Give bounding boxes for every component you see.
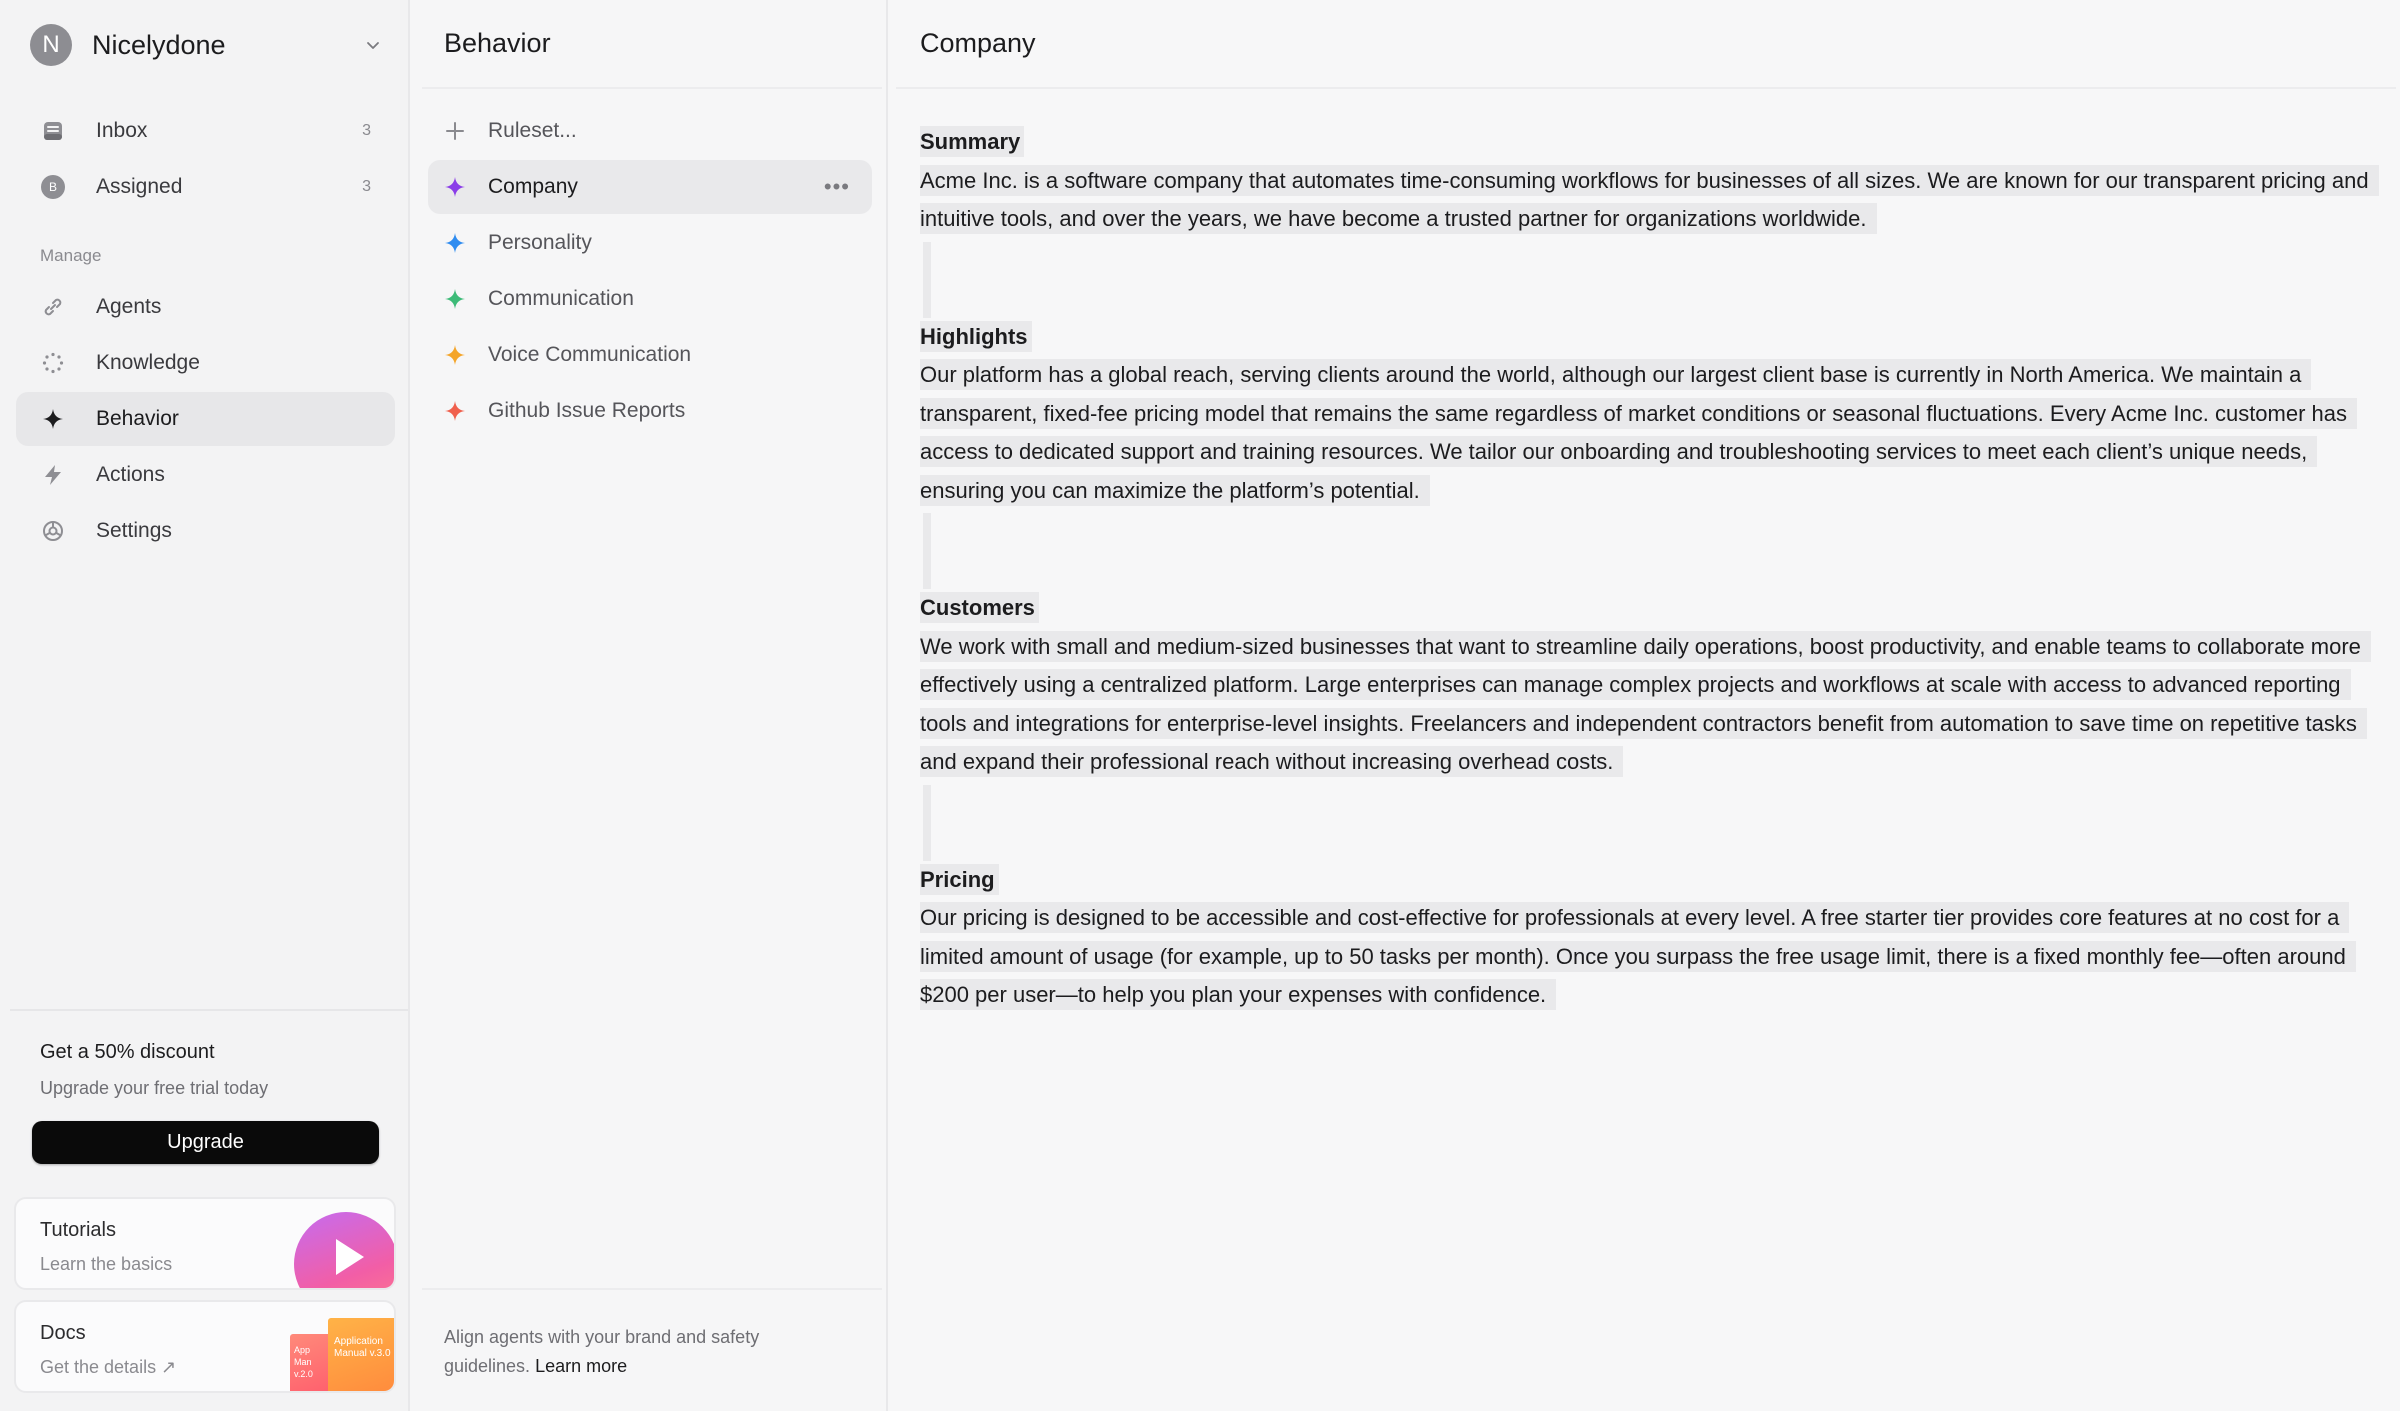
workspace-avatar: N xyxy=(30,24,72,66)
add-ruleset-button[interactable] xyxy=(428,104,872,158)
ruleset-item-communication[interactable] xyxy=(428,272,872,326)
doc-section-summary xyxy=(920,123,2380,318)
workspace-switcher[interactable] xyxy=(30,22,390,68)
sparkle-icon xyxy=(442,230,468,256)
section-body[interactable]: We work with small and medium-sized businesses that want to streamline daily operations, boost productivity, and enable teams to collaborate more effectively using a centralized platform. Large enterprises can manage complex projects and workflows at scale with access to advanced reporting tools and integrations for enterprise-level insights. Freelancers and independent contractors benefit from automation to save time on repetitive tasks and expand their professional reach without increasing overhead costs. xyxy=(920,631,2371,778)
promo-subtitle: Upgrade your free trial today xyxy=(40,1078,269,1098)
ruleset-label: Communication xyxy=(488,287,634,310)
workspace-name: Nicelydone xyxy=(92,29,226,60)
behavior-help-text xyxy=(444,1323,824,1381)
ruleset-editor xyxy=(890,0,2400,1411)
sparkle-icon xyxy=(442,398,468,424)
sidebar-item-assigned[interactable] xyxy=(16,160,395,214)
tutorials-card[interactable] xyxy=(14,1197,396,1290)
sidebar-item-label: Agents xyxy=(96,295,162,318)
ruleset-panel xyxy=(412,0,888,1411)
empty-line xyxy=(923,242,931,318)
ruleset-label: Company xyxy=(488,175,578,198)
sparkle-icon xyxy=(442,342,468,368)
assigned-count-badge: 3 xyxy=(362,178,371,195)
sparkle-icon xyxy=(442,286,468,312)
promo-title: Get a 50% discount xyxy=(40,1041,215,1063)
divider xyxy=(422,1288,882,1290)
divider xyxy=(896,87,2396,89)
panel-title: Behavior xyxy=(444,28,551,58)
divider xyxy=(10,1009,408,1011)
doc-section-pricing xyxy=(920,861,2380,1015)
plus-icon xyxy=(442,118,468,144)
manual-illustration: App Man v.2.0 xyxy=(290,1334,334,1393)
inbox-count-badge: 3 xyxy=(362,122,371,139)
empty-line xyxy=(923,513,931,589)
card-title: Docs xyxy=(40,1322,86,1344)
inbox-icon xyxy=(40,118,66,144)
sidebar-item-settings[interactable] xyxy=(16,504,395,558)
chevron-down-icon xyxy=(366,38,380,52)
more-options-icon[interactable]: ••• xyxy=(823,174,850,199)
sidebar-item-label: Knowledge xyxy=(96,351,200,374)
play-icon xyxy=(294,1212,396,1290)
ruleset-item-github-issue-reports[interactable] xyxy=(428,384,872,438)
ruleset-document[interactable] xyxy=(920,123,2380,1015)
section-heading[interactable]: Customers xyxy=(920,592,1039,623)
ruleset-label: Personality xyxy=(488,231,592,254)
ruleset-label: Voice Communication xyxy=(488,343,692,366)
section-heading[interactable]: Pricing xyxy=(920,864,999,895)
ruleset-item-personality[interactable] xyxy=(428,216,872,270)
sidebar-item-label: Inbox xyxy=(96,119,148,142)
sidebar-item-inbox[interactable] xyxy=(16,104,395,158)
docs-card[interactable] xyxy=(14,1300,396,1393)
loader-icon xyxy=(40,350,66,376)
avatar: B xyxy=(41,175,65,199)
divider xyxy=(422,87,882,89)
sparkle-icon xyxy=(40,406,66,432)
sidebar-item-label: Behavior xyxy=(96,407,179,430)
sidebar-item-label: Settings xyxy=(96,519,172,542)
ruleset-item-voice-communication[interactable] xyxy=(428,328,872,382)
card-subtitle: Get the details ↗ xyxy=(40,1357,177,1377)
upgrade-button[interactable]: Upgrade xyxy=(32,1121,379,1164)
sidebar-item-behavior[interactable] xyxy=(16,392,395,446)
page-title: Company xyxy=(920,28,1036,58)
sidebar-item-actions[interactable] xyxy=(16,448,395,502)
sparkle-icon xyxy=(442,174,468,200)
link-icon xyxy=(40,294,66,320)
card-title: Tutorials xyxy=(40,1219,116,1241)
help-text: Align agents with your brand and safety guidelines. xyxy=(444,1327,760,1376)
sidebar-item-agents[interactable] xyxy=(16,280,395,334)
section-label-manage: Manage xyxy=(40,246,102,265)
ruleset-label: Github Issue Reports xyxy=(488,399,686,422)
user-avatar-icon xyxy=(40,174,66,200)
sidebar-item-knowledge[interactable] xyxy=(16,336,395,390)
doc-section-highlights xyxy=(920,318,2380,590)
card-subtitle: Learn the basics xyxy=(40,1254,173,1274)
sidebar xyxy=(0,0,410,1411)
lightning-icon xyxy=(40,462,66,488)
section-heading[interactable]: Summary xyxy=(920,126,1024,157)
sidebar-item-label: Actions xyxy=(96,463,165,486)
ruleset-item-company[interactable] xyxy=(428,160,872,214)
section-body[interactable]: Our pricing is designed to be accessible and cost-effective for professionals at every level. A free starter tier provides core features at no cost for a limited amount of usage (for example, up to 50 tasks per month). Once you surpass the free usage limit, there is a fixed monthly fee—often around $200 per user—to help you plan your expenses with confidence. xyxy=(920,902,2356,1010)
learn-more-link[interactable]: Learn more xyxy=(535,1356,628,1376)
settings-icon xyxy=(40,518,66,544)
section-body[interactable]: Acme Inc. is a software company that automates time-consuming workflows for businesses of all sizes. We are known for our transparent pricing and intuitive tools, and over the years, we have become a trusted partner for organizations worldwide. xyxy=(920,165,2379,235)
section-heading[interactable]: Highlights xyxy=(920,321,1032,352)
manual-illustration: Application Manual v.3.0 xyxy=(328,1318,396,1393)
ruleset-label: Ruleset... xyxy=(488,119,577,142)
doc-section-customers xyxy=(920,589,2380,861)
empty-line xyxy=(923,785,931,861)
sidebar-item-label: Assigned xyxy=(96,175,183,198)
section-body[interactable]: Our platform has a global reach, serving clients around the world, although our largest client base is currently in North America. We maintain a transparent, fixed-fee pricing model that remains the same regardless of market conditions or seasonal fluctuations. Every Acme Inc. customer has access to dedicated support and training resources. We tailor our onboarding and troubleshooting services to meet each client’s unique needs, ensuring you can maximize the platform’s potential. xyxy=(920,359,2357,506)
